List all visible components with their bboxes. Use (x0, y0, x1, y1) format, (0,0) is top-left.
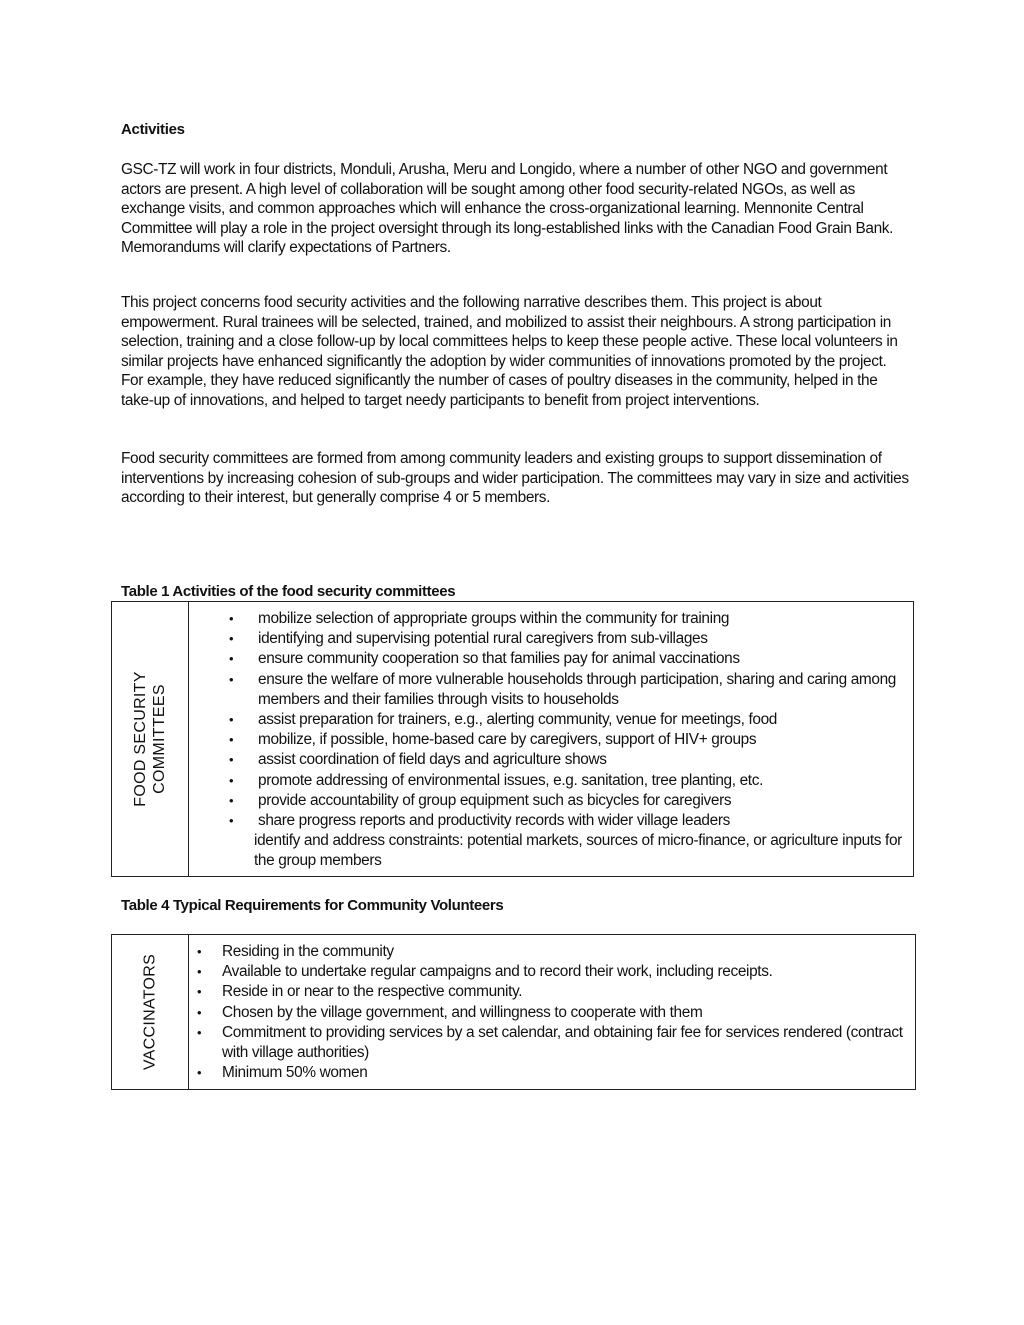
list-item (229, 791, 908, 811)
table1-side-cell (112, 602, 189, 876)
list-item (229, 771, 908, 791)
list-item (229, 629, 908, 649)
bullet-icon: • (197, 964, 202, 980)
list-item (229, 609, 908, 629)
table1-side-label-line1: FOOD SECURITY (132, 671, 149, 807)
list-item-text: mobilize, if possible, home-based care by caregivers, support of HIV+ groups (258, 731, 757, 749)
list-item-text: assist preparation for trainers, e.g., alerting community, venue for meetings, food (258, 711, 778, 729)
list-item (197, 942, 907, 962)
paragraph-committees: Food security committees are formed from among community leaders and existing groups to support dissemination of interventions by increasing cohesion of sub-groups and wider participation. The committees may vary in size and activities according to their interest, but generally comprise 4 or 5 members. (121, 450, 909, 506)
table1-side-label-line2: COMMITTEES (151, 684, 168, 794)
bullet-icon: • (197, 1065, 202, 1081)
list-item (197, 1063, 907, 1083)
list-item (197, 982, 907, 1002)
bullet-icon: • (197, 984, 202, 1000)
bullet-icon: • (229, 732, 234, 748)
bullet-icon: • (229, 651, 234, 667)
table4-side-label: VACCINATORS (141, 953, 159, 1071)
list-item (197, 1003, 907, 1023)
paragraph-project-narrative: This project concerns food security activities and the following narrative describes them. This project is about empowerment. Rural trainees will be selected, trained, and mobilized to assist their neighbours. A strong participation in selection, training and a close follow-up by local committees helps to keep these people active. These local volunteers in similar projects have enhanced significantly the adoption by wider communities of innovations promoted by the project. For example, they have reduced significantly the number of cases of poultry diseases in the community, helped in the take-up of innovations, and helped to target needy participants to benefit from project interventions. (121, 294, 898, 409)
list-item (229, 730, 908, 750)
table4-volunteer-requirements (111, 934, 916, 1090)
list-item-text: promote addressing of environmental issues, e.g. sanitation, tree planting, etc. (258, 771, 763, 789)
table4-requirement-list (197, 942, 907, 1083)
table4-side-cell (112, 935, 189, 1089)
list-item (229, 811, 908, 831)
bullet-icon: • (229, 752, 234, 768)
list-item (229, 670, 908, 710)
bullet-icon: • (229, 712, 234, 728)
bullet-icon: • (229, 631, 234, 647)
paragraph-districts: GSC-TZ will work in four districts, Monduli, Arusha, Meru and Longido, where a number of other NGO and government actors are present. A high level of collaboration will be sought among other food security-related NGOs, as well as exchange visits, and common approaches which will enhance the cross-organizational learning. Mennonite Central Committee will play a role in the project oversight through its long-established links with the Canadian Food Grain Bank. Memorandums will clarify expectations of Partners. (121, 161, 894, 256)
list-item-text: Minimum 50% women (222, 1064, 368, 1082)
list-item-text: provide accountability of group equipment such as bicycles for caregivers (258, 791, 732, 809)
list-item-text: Reside in or near to the respective community. (222, 983, 523, 1001)
list-item-continuation (254, 831, 908, 871)
section-heading: Activities (121, 121, 185, 138)
list-item-text: identify and address constraints: potential markets, sources of micro-finance, or agriculture inputs for the group members (254, 832, 902, 870)
table1-side-label (131, 671, 169, 806)
list-item-text: mobilize selection of appropriate groups within the community for training (258, 610, 730, 627)
list-item-text: Commitment to providing services by a set calendar, and obtaining fair fee for services rendered (contract with village authorities) (222, 1023, 903, 1062)
bullet-icon: • (229, 772, 234, 788)
list-item-text: Residing in the community (222, 943, 394, 960)
list-item (197, 1023, 907, 1063)
list-item-text: Chosen by the village government, and willingness to cooperate with them (222, 1003, 703, 1021)
bullet-icon: • (229, 671, 234, 687)
list-item-text: share progress reports and productivity records with wider village leaders (258, 812, 730, 830)
bullet-icon: • (197, 944, 202, 959)
bullet-icon: • (229, 792, 234, 808)
list-item-text: assist coordination of field days and agriculture shows (258, 751, 607, 769)
list-item-text: Available to undertake regular campaigns and to record their work, including receipts. (222, 963, 773, 981)
list-item-text: ensure community cooperation so that families pay for animal vaccinations (258, 650, 740, 668)
bullet-icon: • (197, 1024, 202, 1040)
table1-activity-list (229, 609, 908, 872)
list-item (229, 750, 908, 770)
table1-food-security-committees (111, 601, 914, 877)
list-item-text: identifying and supervising potential rural caregivers from sub-villages (258, 630, 708, 648)
table1-caption: Table 1 Activities of the food security committees (121, 583, 456, 600)
bullet-icon: • (229, 813, 234, 829)
bullet-icon: • (229, 611, 234, 626)
list-item (197, 962, 907, 982)
table4-caption: Table 4 Typical Requirements for Community Volunteers (121, 897, 504, 914)
list-item (229, 649, 908, 669)
list-item-text: ensure the welfare of more vulnerable households through participation, sharing and caring among members and their families through visits to households (258, 670, 897, 708)
list-item (229, 710, 908, 730)
bullet-icon: • (197, 1004, 202, 1020)
